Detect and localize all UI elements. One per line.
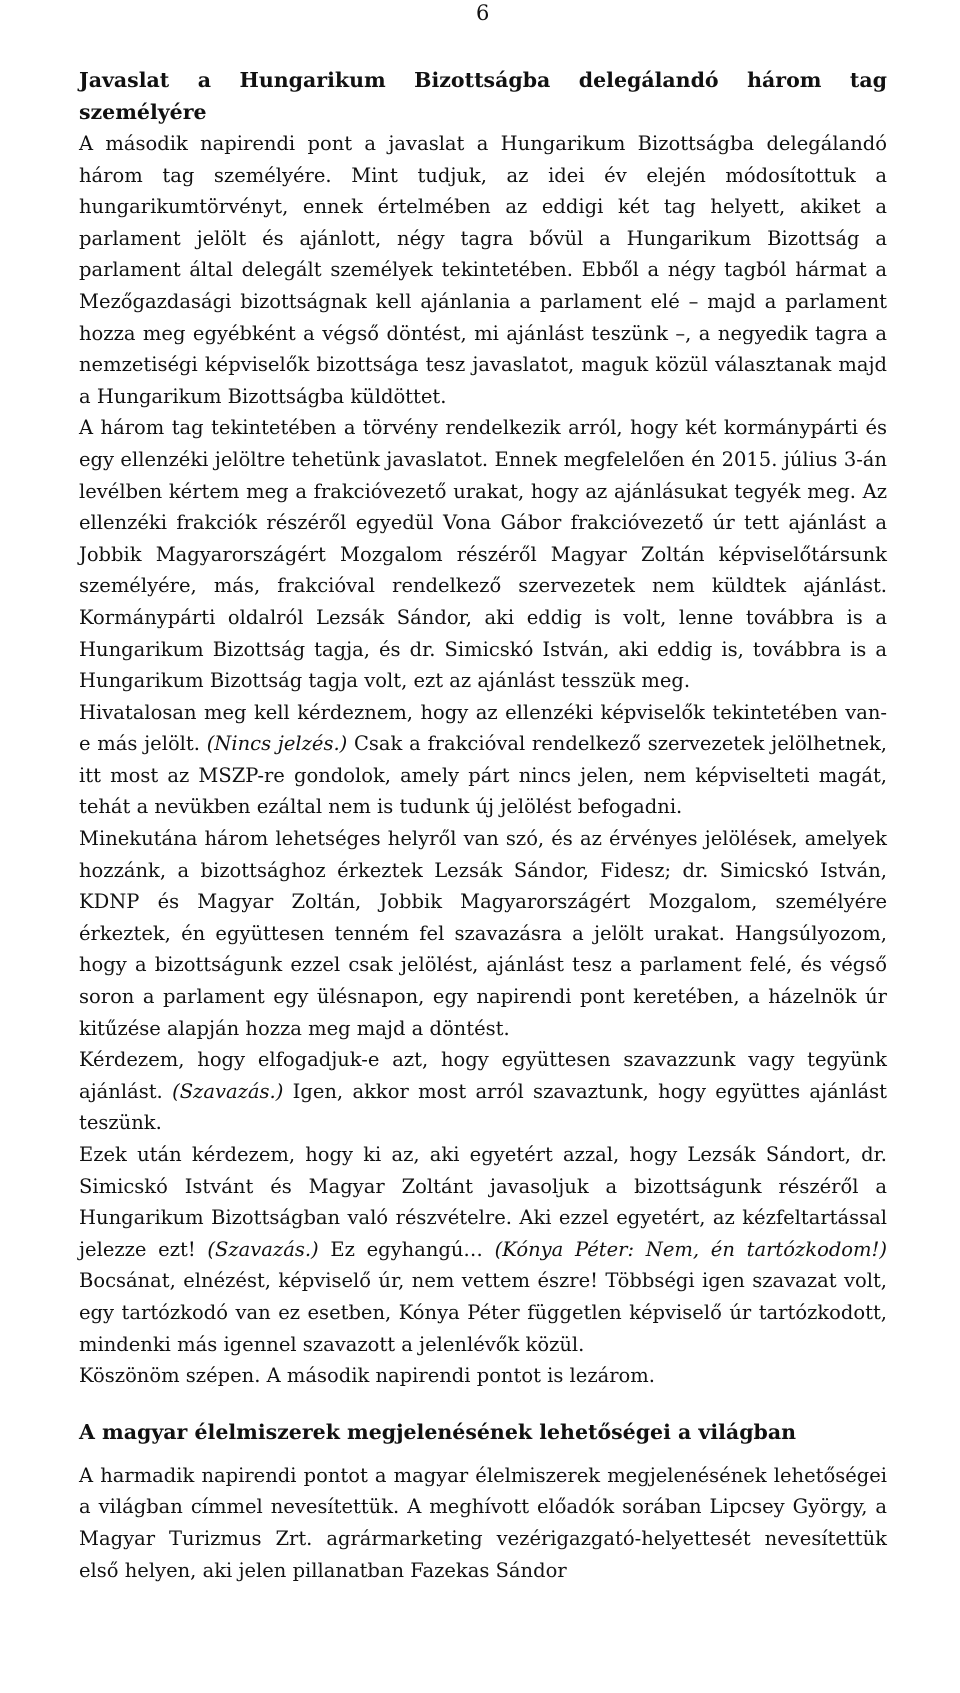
- paragraph-text: Bocsánat, elnézést, képviselő úr, nem vettem észre! Többségi igen szavazat volt, egy tartózkodó van ez esetben, Kónya Péter független képviselő úr tartózkodott, mindenki más igennel szavazott a jelenlévők közül.: [79, 1269, 887, 1356]
- paragraph-text: Ez egyhangú…: [318, 1237, 495, 1261]
- paragraph: [79, 1139, 887, 1360]
- paragraph: [79, 1044, 887, 1139]
- paragraph: Minekutána három lehetséges helyről van szó, és az érvényes jelölések, amelyek hozzánk, a bizottsághoz érkeztek Lezsák Sándor, Fidesz; dr. Simicskó István, KDNP és Magyar Zoltán, Jobbik Magyarországért Mozgalom, személyére érkeztek, én együttesen tenném fel szavazásra a jelölt urakat. Hangsúlyozom, hogy a bizottságunk ezzel csak jelölést, ajánlást tesz a parlament felé, és végső soron a parlament egy ülésnapon, egy napirendi pont keretében, a házelnök úr kitűzése alapján hozza meg majd a döntést.: [79, 827, 887, 1040]
- paragraph-italic-note: (Szavazás.): [172, 1079, 284, 1103]
- paragraph-italic-note: (Nincs jelzés.): [206, 732, 348, 756]
- section-spacer: [79, 1392, 887, 1416]
- paragraph-text: Igen, akkor most arról szavaztunk, hogy együttes ajánlást teszünk.: [79, 1079, 887, 1135]
- page-number: 6: [476, 1, 490, 25]
- paragraph-text: Kérdezem, hogy elfogadjuk-e azt, hogy együttesen szavazzunk vagy tegyünk ajánlást.: [79, 1048, 887, 1103]
- section-heading-elelmiszerek: A magyar élelmiszerek megjelenésének lehetőségei a világban: [79, 1419, 797, 1444]
- paragraph-italic-note: (Szavazás.): [207, 1237, 319, 1261]
- paragraph: [79, 697, 887, 823]
- paragraph: A második napirendi pont a javaslat a Hungarikum Bizottságba delegálandó három tag személyére. Mint tudjuk, az idei év elején módosítottuk a hungarikumtörvényt, ennek értelmében az eddigi két tag helyett, akiket a parlament jelölt és ajánlott, négy tagra bővül a Hungarikum Bizottság a parlament által delegált személyek tekintetében. Ebből a négy tagból hármat a Mezőgazdasági bizottságnak kell ajánlania a parlament elé – majd a parlament hozza meg egyébként a végső döntést, mi ajánlást teszünk –, a negyedik tagra a nemzetiségi képviselők bizottsága tesz javaslatot, maguk közül választanak majd a Hungarikum Bizottságba küldöttet.: [79, 132, 887, 408]
- paragraph-italic-note: (Kónya Péter: Nem, én tartózkodom!): [494, 1237, 887, 1261]
- section-heading-hungarikum: Javaslat a Hungarikum Bizottságba delegálandó három tag személyére: [79, 68, 887, 124]
- paragraph-text: Hivatalosan meg kell kérdeznem, hogy az ellenzéki képviselők tekintetében van-e más jelölt.: [79, 700, 887, 756]
- document-body: [79, 64, 887, 1586]
- paragraph: A három tag tekintetében a törvény rendelkezik arról, hogy két kormánypárti és egy ellenzéki jelöltre tehetünk javaslatot. Ennek megfelelően én 2015. július 3-án levélben kértem meg a frakcióvezető urakat, hogy az ajánlásukat tegyék meg. Az ellenzéki frakciók részéről egyedül Vona Gábor frakcióvezető úr tett ajánlást a Jobbik Magyarországért Mozgalom részéről Magyar Zoltán képviselőtársunk személyére, más, frakcióval rendelkező szervezetek nem küldtek ajánlást. Kormánypárti oldalról Lezsák Sándor, aki eddig is volt, lenne továbbra is a Hungarikum Bizottság tagja, és dr. Simicskó István, aki eddig is, továbbra is a Hungarikum Bizottság tagja volt, ezt az ajánlást tesszük meg.: [79, 416, 887, 693]
- paragraph-text: Csak a frakcióval rendelkező szervezetek jelölhetnek, itt most az MSZP-re gondolok, amely párt nincs jelen, nem képviselteti magát, tehát a nevükben ezáltal nem is tudunk új jelölést befogadni.: [79, 732, 887, 819]
- paragraph-text: Ezek után kérdezem, hogy ki az, aki egyetért azzal, hogy Lezsák Sándort, dr. Simicskó Istvánt és Magyar Zoltánt javasoljuk a bizottságunk részéről a Hungarikum Bizottságban való részvételre. Aki ezzel egyetért, az kézfeltartással jelezze ezt!: [79, 1143, 887, 1261]
- paragraph: Köszönöm szépen. A második napirendi pontot is lezárom.: [79, 1364, 655, 1388]
- heading-spacer: [79, 1448, 887, 1460]
- paragraph: A harmadik napirendi pontot a magyar élelmiszerek megjelenésének lehetőségei a világban címmel nevesítettük. A meghívott előadók sorában Lipcsey György, a Magyar Turizmus Zrt. agrármarketing vezérigazgató-helyettesét nevesítettük első helyen, aki jelen pillanatban Fazekas Sándor: [79, 1463, 887, 1582]
